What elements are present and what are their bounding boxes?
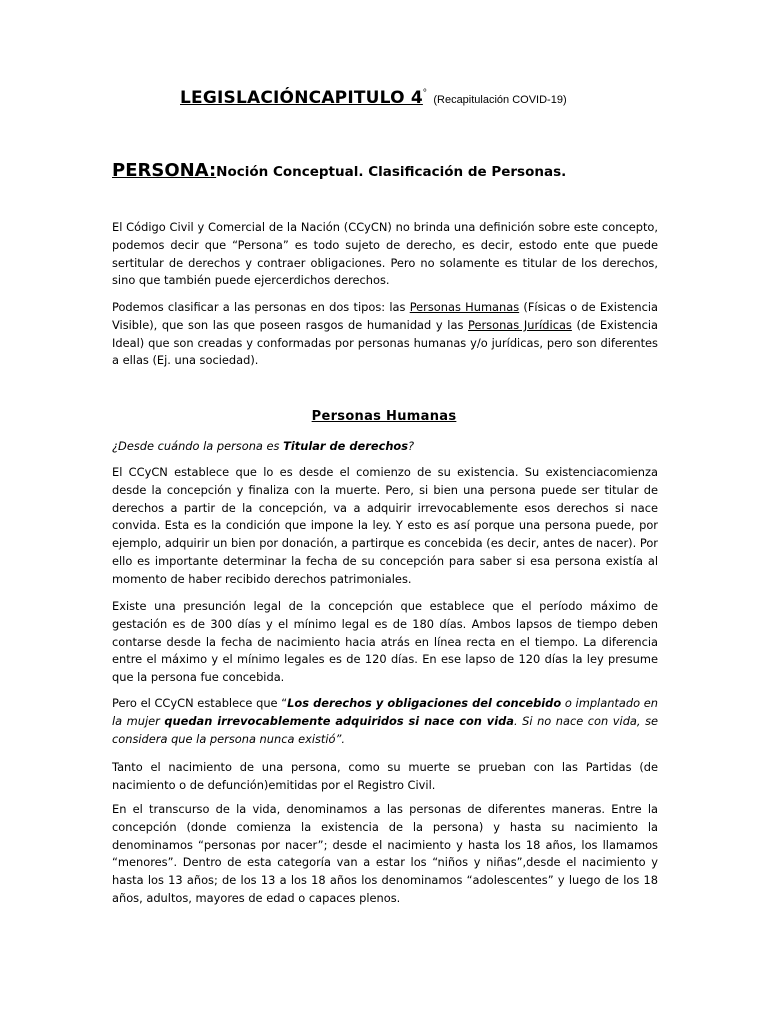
p5-text-d: quedan irrevocablemente adquiridos si nace con vida: [164, 713, 514, 728]
question-text-a: ¿Desde cuándo la persona es: [112, 439, 284, 453]
p2-personas-juridicas: Personas Jurídicas: [468, 317, 572, 332]
p2-text-c: (Físicas o de Existencia Visible): [112, 300, 658, 332]
p2-text-d: , que son las que poseen rasgos de humanidad y las: [153, 317, 469, 332]
title-degree: °: [422, 88, 427, 99]
p2-personas-humanas: Personas Humanas: [409, 300, 520, 314]
p2-text-a: Podemos clasificar a las personas en dos tipos: las: [112, 300, 410, 314]
paragraph-definition: El Código Civil y Comercial de la Nación (CCyCN) no brinda una definición sobre este concepto, podemos decir que “Persona” es todo sujeto de derecho, es decir, estodo ente que puede sertitular de derechos y contraer obligaciones. Pero no solamente es titular de los derechos, sino que también puede ejercerdichos derechos.: [112, 220, 658, 288]
paragraph-registro: Tanto el nacimiento de una persona, como su muerte se prueban con las Partidas (de nacimiento o de defunción)emitidas por el Registro Civil.: [112, 760, 658, 792]
section-title-personas-humanas: Personas Humanas: [311, 409, 457, 424]
paragraph-quote: [112, 695, 658, 748]
title-main: LEGISLACIÓNCAPITULO 4: [180, 88, 423, 108]
section-heading: [112, 160, 566, 181]
question-text-c: ?: [408, 439, 415, 453]
heading-rest: Noción Conceptual. Clasificación de Personas.: [216, 164, 567, 180]
document-title: [180, 88, 567, 108]
paragraph-presumption: Existe una presunción legal de la concepción que establece que el período máximo de gestación es de 300 días y el mínimo legal es de 180 días. Ambos lapsos de tiempo deben contarse desde la fecha de nacimiento hacia atrás en línea recta en el tiempo. La diferencia entre el máximo y el mínimo legales es de 120 días. En ese lapso de 120 días la ley presume que la persona fue concebida.: [112, 599, 658, 685]
p5-text-a: Pero el CCyCN establece que “: [112, 696, 288, 710]
p2-text-f: (de Existencia Ideal): [112, 317, 658, 350]
title-subtitle: (Recapitulación COVID-19): [433, 94, 567, 106]
question-text-b: Titular de derechos: [283, 439, 409, 453]
p2-text-g: que son creadas y conformadas por personas humanas y/o jurídicas, pero son diferentes a ellas (Ej. una sociedad).: [112, 335, 658, 368]
p5-text-b: Los derechos y obligaciones del concebido: [287, 696, 562, 710]
question-line: [112, 438, 658, 456]
paragraph-life-stages: En el transcurso de la vida, denominamos a las personas de diferentes maneras. Entre la concepción (donde comienza la existencia de la persona) y hasta su nacimiento la denominamos “personas por nacer”; desde el nacimiento y hasta los 18 años, los llamamos “menores”. Dentro de esta categoría van a estar los “niños y niñas”,desde el nacimiento y hasta los 13 años; de los 13 a los 18 años los denominamos “adolescentes” y luego de los 18 años, adultos, mayores de edad o capaces plenos.: [112, 802, 658, 905]
paragraph-existence: El CCyCN establece que lo es desde el comienzo de su existencia. Su existenciacomienza desde la concepción y finaliza con la muerte. Pero, si bien una persona puede ser titular de derechos a partir de la concepción, va a adquirir irrevocablemente esos derechos si nace convida. Esta es la condición que impone la ley. Y esto es así porque una persona puede, por ejemplo, adquirir un bien por donación, a partirque es concebida (es decir, antes de nacer). Por ello es importante determinar la fecha de su concepción para saber si esa persona existía al momento de haber recibido derechos patrimoniales.: [112, 465, 658, 586]
p5-text-e: . Si no nace con vida, se considera que la persona nunca existió”.: [112, 713, 659, 746]
paragraph-classification: [112, 299, 658, 370]
heading-main: PERSONA:: [112, 160, 217, 181]
p5-text-c: o implantado en la mujer: [112, 696, 658, 728]
